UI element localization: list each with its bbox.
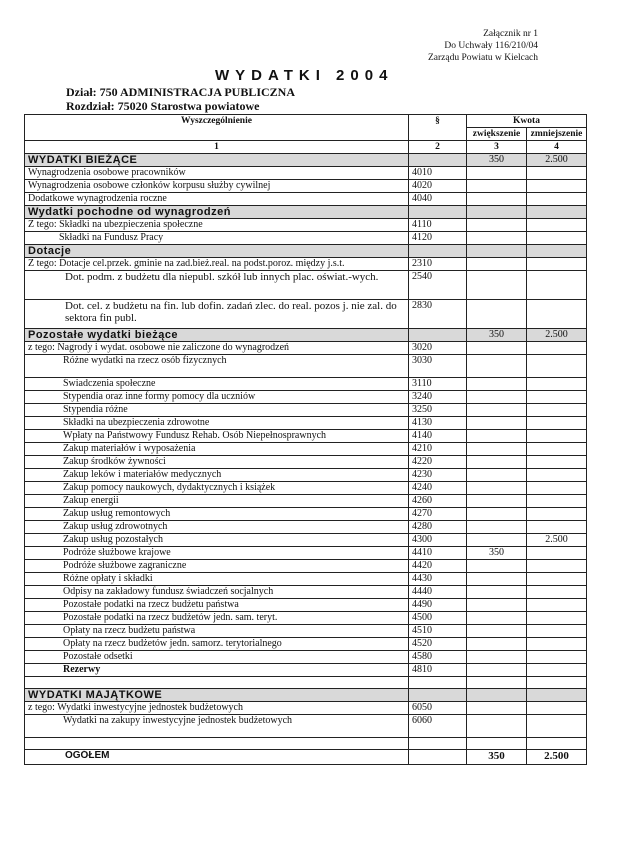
row-description: Zakup usług remontowych	[25, 508, 409, 521]
row-paragraph: 4580	[409, 651, 467, 664]
row-decrease	[527, 482, 587, 495]
row-decrease	[527, 547, 587, 560]
row-paragraph: 3030	[409, 355, 467, 378]
row-description: Dodatkowe wynagrodzenia roczne	[25, 193, 409, 206]
row-increase	[467, 355, 527, 378]
dzial-label: Dział: 750 ADMINISTRACJA PUBLICZNA	[66, 85, 296, 99]
row-description: Wydatki na zakupy inwestycyjne jednostek budżetowych	[25, 715, 409, 738]
rozdzial-label: Rozdział: 75020 Starostwa powiatowe	[66, 99, 260, 113]
table-row	[25, 258, 587, 271]
row-increase	[467, 534, 527, 547]
row-description: Wynagrodzenia osobowe członków korpusu służby cywilnej	[25, 180, 409, 193]
row-decrease	[527, 521, 587, 534]
row-description: Pozostałe odsetki	[25, 651, 409, 664]
row-decrease	[527, 469, 587, 482]
row-paragraph: 4230	[409, 469, 467, 482]
row-paragraph: 6050	[409, 702, 467, 715]
row-paragraph: 4430	[409, 573, 467, 586]
row-paragraph: 4440	[409, 586, 467, 599]
row-paragraph: 4490	[409, 599, 467, 612]
row-paragraph: 2310	[409, 258, 467, 271]
row-decrease	[527, 300, 587, 329]
row-increase	[467, 638, 527, 651]
row-paragraph: 4520	[409, 638, 467, 651]
row-description: Wydatki pochodne od wynagrodzeń	[25, 206, 409, 219]
row-decrease	[527, 738, 587, 750]
row-increase	[467, 245, 527, 258]
row-decrease	[527, 456, 587, 469]
row-paragraph: 4140	[409, 430, 467, 443]
row-description: z tego: Nagrody i wydat. osobowe nie zaliczone do wynagrodzeń	[25, 342, 409, 355]
col-num-1: 1	[25, 141, 409, 154]
row-description: Dot. cel. z budżetu na fin. lub dofin. zadań zlec. do real. pozos j. nie zal. do sektora fin publ.	[25, 300, 409, 329]
col-num-2: 2	[409, 141, 467, 154]
row-decrease	[527, 404, 587, 417]
table-row	[25, 232, 587, 245]
row-increase	[467, 495, 527, 508]
row-description: Podróże służbowe zagraniczne	[25, 560, 409, 573]
row-paragraph: 4040	[409, 193, 467, 206]
row-increase: 350	[467, 329, 527, 342]
col-inc-header: zwiększenie	[467, 128, 527, 141]
row-increase	[467, 651, 527, 664]
row-increase	[467, 456, 527, 469]
row-increase	[467, 715, 527, 738]
row-increase	[467, 342, 527, 355]
row-decrease	[527, 193, 587, 206]
row-decrease	[527, 355, 587, 378]
section-row	[25, 245, 587, 258]
row-decrease	[527, 245, 587, 258]
row-decrease	[527, 258, 587, 271]
table-row	[25, 638, 587, 651]
row-description: Zakup materiałów i wyposażenia	[25, 443, 409, 456]
row-description: Stypendia oraz inne formy pomocy dla uczniów	[25, 391, 409, 404]
table-row	[25, 702, 587, 715]
row-decrease	[527, 206, 587, 219]
row-description	[25, 677, 409, 689]
row-paragraph: 4210	[409, 443, 467, 456]
attachment-line: Załącznik nr 1	[483, 29, 538, 39]
table-row	[25, 738, 587, 750]
row-description: Różne wydatki na rzecz osób fizycznych	[25, 355, 409, 378]
row-description: Pozostałe podatki na rzecz budżetu państwa	[25, 599, 409, 612]
row-paragraph: 4220	[409, 456, 467, 469]
table-row	[25, 219, 587, 232]
row-increase	[467, 180, 527, 193]
row-description: Dot. podm. z budżetu dla niepubl. szkół lub innych plac. oświat.-wych.	[25, 271, 409, 300]
row-increase	[467, 482, 527, 495]
table-row	[25, 651, 587, 664]
row-increase	[467, 219, 527, 232]
table-row	[25, 300, 587, 329]
row-paragraph: 4120	[409, 232, 467, 245]
col-para-header: §	[409, 115, 467, 141]
row-decrease	[527, 167, 587, 180]
table-row	[25, 180, 587, 193]
row-description: Wpłaty na Państwowy Fundusz Rehab. Osób Niepełnosprawnych	[25, 430, 409, 443]
table-row	[25, 586, 587, 599]
row-increase	[467, 404, 527, 417]
row-description	[25, 738, 409, 750]
row-increase: 350	[467, 547, 527, 560]
row-decrease	[527, 271, 587, 300]
row-paragraph	[409, 206, 467, 219]
row-paragraph: 6060	[409, 715, 467, 738]
row-paragraph: 3250	[409, 404, 467, 417]
row-paragraph: 4280	[409, 521, 467, 534]
row-increase	[467, 689, 527, 702]
row-paragraph: 4500	[409, 612, 467, 625]
row-description: WYDATKI BIEŻĄCE	[25, 154, 409, 167]
row-increase	[467, 586, 527, 599]
row-decrease	[527, 612, 587, 625]
row-decrease	[527, 417, 587, 430]
row-decrease	[527, 599, 587, 612]
table-row	[25, 677, 587, 689]
row-paragraph	[409, 689, 467, 702]
row-decrease	[527, 495, 587, 508]
row-paragraph	[409, 738, 467, 750]
row-paragraph: 4270	[409, 508, 467, 521]
table-row	[25, 495, 587, 508]
row-decrease: 2.500	[527, 534, 587, 547]
attachment-note	[428, 28, 538, 64]
row-increase	[467, 258, 527, 271]
row-increase	[467, 443, 527, 456]
row-paragraph: 4300	[409, 534, 467, 547]
row-decrease	[527, 342, 587, 355]
row-decrease	[527, 586, 587, 599]
row-increase	[467, 378, 527, 391]
table-row	[25, 612, 587, 625]
table-row	[25, 521, 587, 534]
row-increase	[467, 521, 527, 534]
row-decrease: 2.500	[527, 154, 587, 167]
row-decrease	[527, 573, 587, 586]
row-increase	[467, 193, 527, 206]
row-paragraph	[409, 154, 467, 167]
table-row	[25, 534, 587, 547]
row-paragraph: 4260	[409, 495, 467, 508]
row-decrease	[527, 430, 587, 443]
table-row	[25, 355, 587, 378]
row-description: Stypendia różne	[25, 404, 409, 417]
row-increase	[467, 599, 527, 612]
table-row	[25, 430, 587, 443]
table-row	[25, 342, 587, 355]
row-increase	[467, 702, 527, 715]
row-decrease	[527, 638, 587, 651]
row-paragraph: 3110	[409, 378, 467, 391]
table-row	[25, 508, 587, 521]
board-line: Zarządu Powiatu w Kielcach	[428, 53, 538, 63]
row-description: Składki na ubezpieczenia zdrowotne	[25, 417, 409, 430]
section-row	[25, 206, 587, 219]
row-increase: 350	[467, 154, 527, 167]
row-decrease	[527, 180, 587, 193]
row-decrease	[527, 508, 587, 521]
section-heading	[66, 85, 295, 113]
row-increase	[467, 612, 527, 625]
row-paragraph	[409, 677, 467, 689]
row-increase	[467, 738, 527, 750]
total-row	[25, 750, 587, 765]
row-increase	[467, 300, 527, 329]
table-row	[25, 167, 587, 180]
row-increase	[467, 417, 527, 430]
table-row	[25, 599, 587, 612]
row-decrease	[527, 378, 587, 391]
table-row	[25, 469, 587, 482]
row-increase	[467, 625, 527, 638]
row-increase	[467, 167, 527, 180]
row-description: Podróże służbowe krajowe	[25, 547, 409, 560]
row-paragraph: 4810	[409, 664, 467, 677]
row-paragraph	[409, 750, 467, 765]
table-row	[25, 625, 587, 638]
row-description: Odpisy na zakładowy fundusz świadczeń socjalnych	[25, 586, 409, 599]
row-decrease	[527, 702, 587, 715]
row-decrease	[527, 664, 587, 677]
row-description: Z tego: Dotacje cel.przek. gminie na zad.bież.real. na podst.poroz. między j.s.t.	[25, 258, 409, 271]
row-increase	[467, 232, 527, 245]
row-increase: 350	[467, 750, 527, 765]
row-paragraph: 4410	[409, 547, 467, 560]
row-increase	[467, 677, 527, 689]
table-header-row	[25, 115, 587, 128]
col-desc-header: Wyszczególnienie	[25, 115, 409, 141]
row-increase	[467, 391, 527, 404]
row-description: Zakup leków i materiałów medycznych	[25, 469, 409, 482]
row-increase	[467, 508, 527, 521]
row-paragraph	[409, 329, 467, 342]
table-row	[25, 391, 587, 404]
table-number-row	[25, 141, 587, 154]
row-description: Zakup środków żywności	[25, 456, 409, 469]
table-row	[25, 271, 587, 300]
table-row	[25, 664, 587, 677]
table-row	[25, 378, 587, 391]
row-decrease: 2.500	[527, 750, 587, 765]
row-decrease	[527, 625, 587, 638]
row-paragraph: 3020	[409, 342, 467, 355]
row-description: Zakup usług zdrowotnych	[25, 521, 409, 534]
table-row	[25, 417, 587, 430]
row-paragraph: 4010	[409, 167, 467, 180]
row-description: Składki na Fundusz Pracy	[25, 232, 409, 245]
row-description: Pozostałe podatki na rzecz budżetów jedn. sam. teryt.	[25, 612, 409, 625]
row-decrease	[527, 689, 587, 702]
resolution-line: Do Uchwały 116/210/04	[444, 41, 538, 51]
row-paragraph: 2540	[409, 271, 467, 300]
row-description: Opłaty na rzecz budżetu państwa	[25, 625, 409, 638]
row-increase	[467, 664, 527, 677]
row-increase	[467, 469, 527, 482]
page-title: WYDATKI 2004	[215, 67, 394, 84]
col-num-3: 3	[467, 141, 527, 154]
row-decrease	[527, 443, 587, 456]
section-row	[25, 689, 587, 702]
row-decrease	[527, 391, 587, 404]
row-description: Rezerwy	[25, 664, 409, 677]
row-increase	[467, 573, 527, 586]
table-row	[25, 404, 587, 417]
row-increase	[467, 560, 527, 573]
row-description: Zakup energii	[25, 495, 409, 508]
row-paragraph: 2830	[409, 300, 467, 329]
row-paragraph: 4240	[409, 482, 467, 495]
row-increase	[467, 271, 527, 300]
row-paragraph: 4130	[409, 417, 467, 430]
table-row	[25, 560, 587, 573]
row-decrease	[527, 651, 587, 664]
row-increase	[467, 206, 527, 219]
row-description: Zakup usług pozostałych	[25, 534, 409, 547]
row-description: Świadczenia społeczne	[25, 378, 409, 391]
table-row	[25, 715, 587, 738]
row-paragraph: 4420	[409, 560, 467, 573]
row-description: Dotacje	[25, 245, 409, 258]
row-paragraph: 3240	[409, 391, 467, 404]
row-paragraph: 4020	[409, 180, 467, 193]
row-description: z tego: Wydatki inwestycyjne jednostek budżetowych	[25, 702, 409, 715]
table-row	[25, 193, 587, 206]
table-row	[25, 573, 587, 586]
row-increase	[467, 430, 527, 443]
table-row	[25, 482, 587, 495]
table-row	[25, 456, 587, 469]
col-dec-header: zmniejszenie	[527, 128, 587, 141]
row-description: Opłaty na rzecz budżetów jedn. samorz. terytorialnego	[25, 638, 409, 651]
row-description: Z tego: Składki na ubezpieczenia społeczne	[25, 219, 409, 232]
expenses-table	[24, 114, 587, 765]
row-decrease	[527, 715, 587, 738]
row-description: Pozostałe wydatki bieżące	[25, 329, 409, 342]
row-description: WYDATKI MAJĄTKOWE	[25, 689, 409, 702]
row-paragraph	[409, 245, 467, 258]
table-row	[25, 443, 587, 456]
row-decrease	[527, 560, 587, 573]
table-row	[25, 547, 587, 560]
row-description: Zakup pomocy naukowych, dydaktycznych i książek	[25, 482, 409, 495]
row-paragraph: 4110	[409, 219, 467, 232]
row-decrease: 2.500	[527, 329, 587, 342]
section-row	[25, 154, 587, 167]
col-num-4: 4	[527, 141, 587, 154]
row-description: Różne opłaty i składki	[25, 573, 409, 586]
row-decrease	[527, 219, 587, 232]
row-decrease	[527, 677, 587, 689]
col-kwota-header: Kwota	[467, 115, 587, 128]
section-row	[25, 329, 587, 342]
row-description: Wynagrodzenia osobowe pracowników	[25, 167, 409, 180]
row-description: OGÓŁEM	[25, 750, 409, 765]
row-decrease	[527, 232, 587, 245]
row-paragraph: 4510	[409, 625, 467, 638]
